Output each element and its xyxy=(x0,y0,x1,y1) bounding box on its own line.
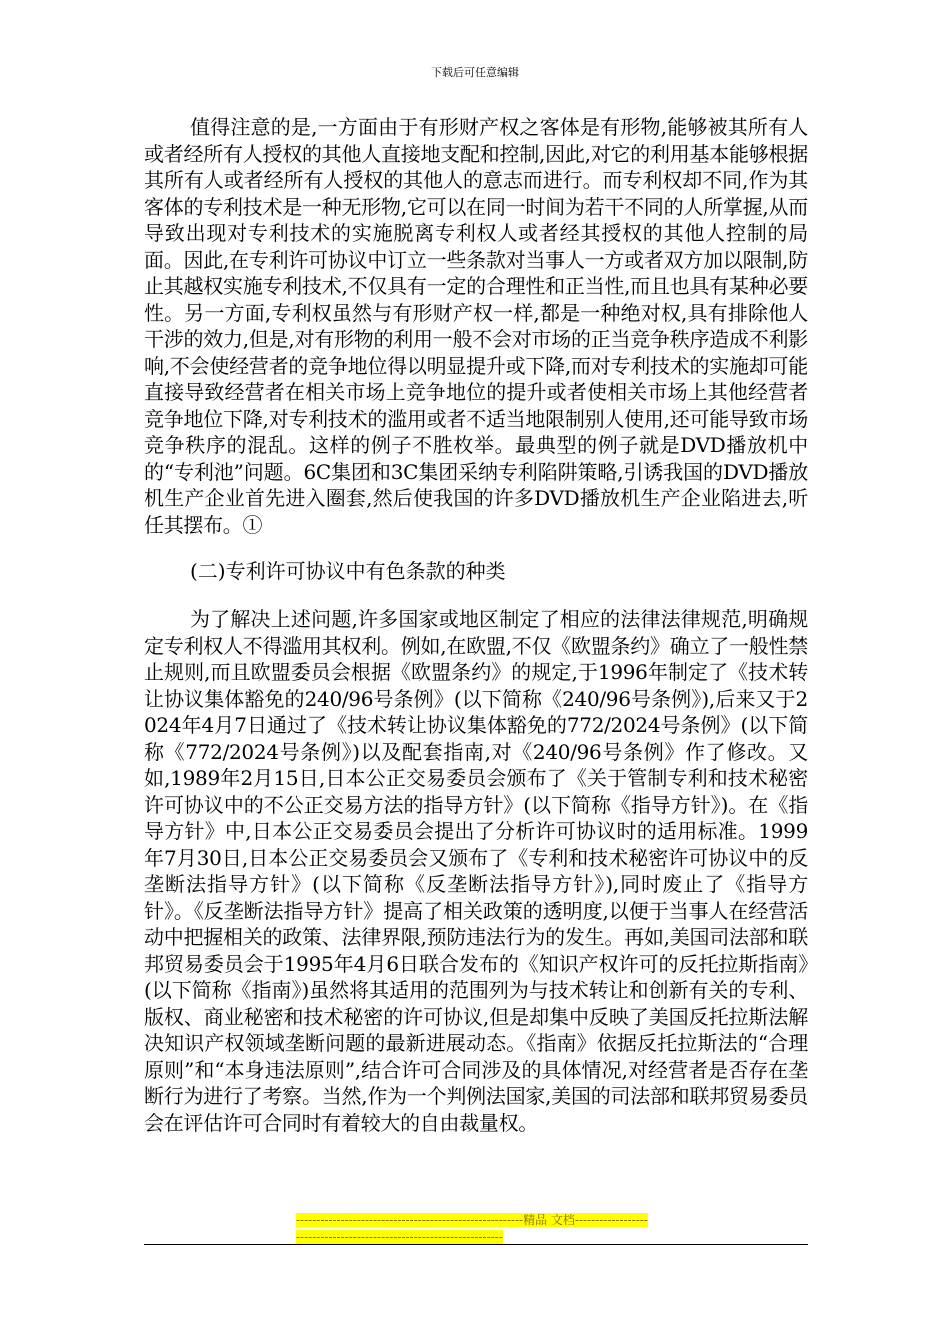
footer-divider xyxy=(144,1244,808,1245)
paragraph-1: 值得注意的是,一方面由于有形财产权之客体是有形物,能够被其所有人或者经所有人授权的其他人直接地支配和控制,因此,对它的利用基本能够根据其所有人或者经所有人授权的其他人的意志而进行。而专利权却不同,作为其客体的专利技术是一种无形物,它可以在同一时间为若干不同的人所掌握,从而导致出现对专利技术的实施脱离专利权人或者经其授权的其他人控制的局面。因此,在专利许可协议中订立一些条款对当事人一方或者双方加以限制,防止其越权实施专利技术,不仅具有一定的合理性和正当性,而且也具有某种必要性。另一方面,专利权虽然与有形财产权一样,都是一种绝对权,具有排除他人干涉的效力,但是,对有形物的利用一般不会对市场的正当竞争秩序造成不利影响,不会使经营者的竞争地位得以明显提升或下降,而对专利技术的实施却可能直接导致经营者在相关市场上竞争地位的提升或者使相关市场上其他经营者竞争地位下降,对专利技术的滥用或者不适当地限制别人使用,还可能导致市场竞争秩序的混乱。这样的例子不胜枚举。最典型的例子就是DVD播放机中的“专利池”问题。6C集团和3C集团采纳专利陷阱策略,引诱我国的DVD播放机生产企业首先进入圈套,然后使我国的许多DVD播放机生产企业陷进去,听任其摆布。① xyxy=(144,115,808,537)
document-body xyxy=(144,114,808,1136)
paragraph-2: 为了解决上述问题,许多国家或地区制定了相应的法律法律规范,明确规定专利权人不得滥用其权利。例如,在欧盟,不仅《欧盟条约》确立了一般性禁止规则,而且欧盟委员会根据《欧盟条约》的规定,于1996年制定了《技术转让协议集体豁免的240/96号条例》(以下简称《240/96号条例》),后来又于2024年4月7日通过了《技术转让协议集体豁免的772/2024号条例》(以下简称《772/2024号条例》)以及配套指南,对《240/96号条例》作了修改。又如,1989年2月15日,日本公正交易委员会颁布了《关于管制专利和技术秘密许可协议中的不公正交易方法的指导方针》(以下简称《指导方针》)。在《指导方针》中,日本公正交易委员会提出了分析许可协议时的适用标准。1999年7月30日,日本公正交易委员会又颁布了《专利和技术秘密许可协议中的反垄断法指导方针》(以下简称《反垄断法指导方针》),同时废止了《指导方针》。《反垄断法指导方针》提高了相关政策的透明度,以便于当事人在经营活动中把握相关的政策、法律界限,预防违法行为的发生。再如,美国司法部和联邦贸易委员会于1995年4月6日联合发布的《知识产权许可的反托拉斯指南》(以下简称《指南》)虽然将其适用的范围列为与技术转让和创新有关的专利、版权、商业秘密和技术秘密的许可协议,但是却集中反映了美国反托拉斯法解决知识产权领域垄断问题的最新进展动态。《指南》依据反托拉斯法的“合理原则”和“本身违法原则”,结合许可合同涉及的具体情况,对经营者是否存在垄断行为进行了考察。当然,作为一个判例法国家,美国的司法部和联邦贸易委员会在评估许可合同时有着较大的自由裁量权。 xyxy=(144,607,808,1135)
page-header: 下载后可任意编辑 xyxy=(431,66,519,79)
footer-note-text: --------------------------------------------------------精品 文档--------------------------------------------------------------------- xyxy=(296,1213,648,1244)
section-heading: (二)专利许可协议中有色条款的种类 xyxy=(190,559,506,583)
footer-note xyxy=(296,1212,648,1246)
